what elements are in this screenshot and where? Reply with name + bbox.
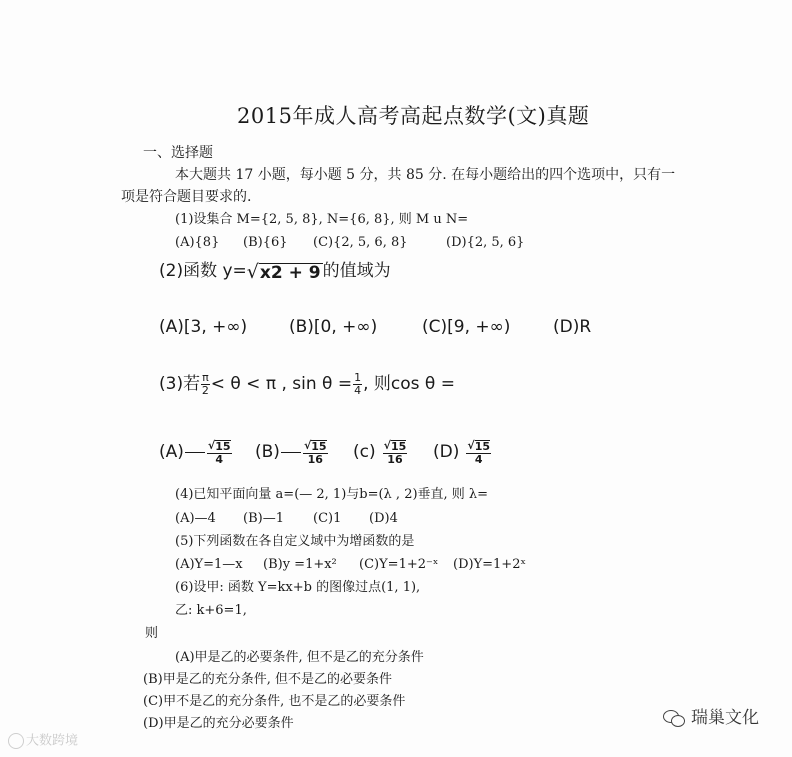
q3-sin-fraction xyxy=(353,372,362,396)
question-4-stem: (4)已知平面向量 a=(— 2, 1)与b=(λ , 2)垂直, 则 λ= xyxy=(175,487,489,502)
q3-option-fraction xyxy=(383,440,408,465)
q6-option-b: (B)甲是乙的充分条件, 但不是乙的必要条件 xyxy=(143,672,392,687)
q3-option-label: (D) xyxy=(433,442,460,463)
question-2-options xyxy=(159,319,591,336)
q3-option-numerator: √ 15 xyxy=(467,439,491,453)
q3-pi-fraction xyxy=(201,372,210,396)
question-6-line-2: 乙: k+6=1, xyxy=(175,603,247,618)
q4-option-a: (A)—4 xyxy=(175,511,216,526)
q4-option-c: (C)1 xyxy=(313,511,342,526)
q2-option-a: (A)[3, +∞) xyxy=(159,317,248,337)
q3-option-fraction xyxy=(466,440,491,465)
question-4-options xyxy=(175,512,398,525)
q3-option-label: (B) xyxy=(255,442,280,463)
watermark-right xyxy=(663,709,759,727)
q2-option-c: (C)[9, +∞) xyxy=(422,317,511,337)
section-heading: 一、选择题 xyxy=(143,145,213,161)
q3-pi-num: π xyxy=(202,371,209,384)
q3-sin-den: 4 xyxy=(354,383,362,397)
q3-option-numerator: √ 15 xyxy=(207,439,231,453)
q2-sqrt: √ x2 + 9 xyxy=(246,261,321,283)
q5-option-d: (D)Y=1+2ˣ xyxy=(453,557,526,572)
minus-sign xyxy=(281,452,301,453)
q3-prefix: (3)若 xyxy=(159,373,201,394)
q2-prefix: (2)函数 y= xyxy=(159,261,247,281)
q3-sin-num: 1 xyxy=(354,371,362,384)
q3-pi-den: 2 xyxy=(201,383,209,397)
question-1-stem: (1)设集合 M={2, 5, 8}, N={6, 8}, 则 M u N= xyxy=(175,212,469,227)
q3-option-denominator: 16 xyxy=(387,452,403,466)
q2-option-d: (D)R xyxy=(553,317,592,337)
question-6-stem: (6)设甲: 函数 Y=kx+b 的图像过点(1, 1), xyxy=(175,580,421,595)
wechat-icon xyxy=(663,709,685,727)
q3-option-a xyxy=(159,440,255,465)
intro-line-2: 项是符合题目要求的. xyxy=(121,189,252,205)
q6-option-d: (D)甲是乙的充分必要条件 xyxy=(143,716,294,731)
q3-option-fraction xyxy=(303,440,328,465)
watermark-logo-icon xyxy=(8,733,24,749)
q2-option-b: (B)[0, +∞) xyxy=(289,317,378,337)
q4-option-b: (B)—1 xyxy=(243,511,284,526)
q5-option-a: (A)Y=1—x xyxy=(175,557,243,572)
q3-mid: < θ < π , sin θ = xyxy=(210,373,353,394)
question-2-stem xyxy=(159,263,391,282)
q3-option-b xyxy=(255,440,353,465)
question-3-options xyxy=(159,440,493,465)
question-1-options xyxy=(175,236,524,249)
watermark-right-text: 瑞巢文化 xyxy=(691,707,759,728)
q3-option-numerator: √ 15 xyxy=(303,439,327,453)
q3-option-denominator: 4 xyxy=(474,452,483,466)
q3-option-c xyxy=(353,440,433,465)
q3-option-denominator: 16 xyxy=(307,452,323,466)
q2-radicand: x2 + 9 xyxy=(259,263,321,283)
q5-option-c: (C)Y=1+2⁻ˣ xyxy=(359,557,439,572)
q6-option-a: (A)甲是乙的必要条件, 但不是乙的充分条件 xyxy=(175,650,424,665)
watermark-left xyxy=(8,733,78,749)
question-5-stem: (5)下列函数在各自定义域中为增函数的是 xyxy=(175,534,415,549)
q1-option-d: (D){2, 5, 6} xyxy=(446,235,525,250)
watermark-left-text: 大数跨境 xyxy=(26,733,79,749)
q1-option-a: (A){8} xyxy=(175,235,220,250)
q3-option-d xyxy=(433,440,493,465)
question-6-then: 则 xyxy=(145,626,159,641)
q1-option-c: (C){2, 5, 6, 8} xyxy=(313,235,408,250)
q6-option-c: (C)甲不是乙的充分条件, 也不是乙的必要条件 xyxy=(143,694,406,709)
question-5-options xyxy=(175,558,526,571)
q3-option-fraction xyxy=(207,440,232,465)
intro-line-1: 本大题共 17 小题，每小题 5 分，共 85 分. 在每小题给出的四个选项中，只有一 xyxy=(175,167,676,183)
q2-suffix: 的值域为 xyxy=(322,261,391,281)
q1-option-b: (B){6} xyxy=(243,235,288,250)
q5-option-b: (B)y =1+x² xyxy=(263,557,337,572)
q3-option-denominator: 4 xyxy=(215,452,224,466)
q3-suffix: , 则cos θ = xyxy=(363,373,455,394)
minus-sign xyxy=(185,452,205,453)
q3-option-label: (A) xyxy=(159,442,184,463)
q3-option-label: (c) xyxy=(353,442,376,463)
question-3-stem xyxy=(159,372,455,396)
q4-option-d: (D)4 xyxy=(369,511,398,526)
q3-option-numerator: √ 15 xyxy=(383,439,407,453)
page-title: 2015年成人高考高起点数学(文)真题 xyxy=(237,104,590,128)
